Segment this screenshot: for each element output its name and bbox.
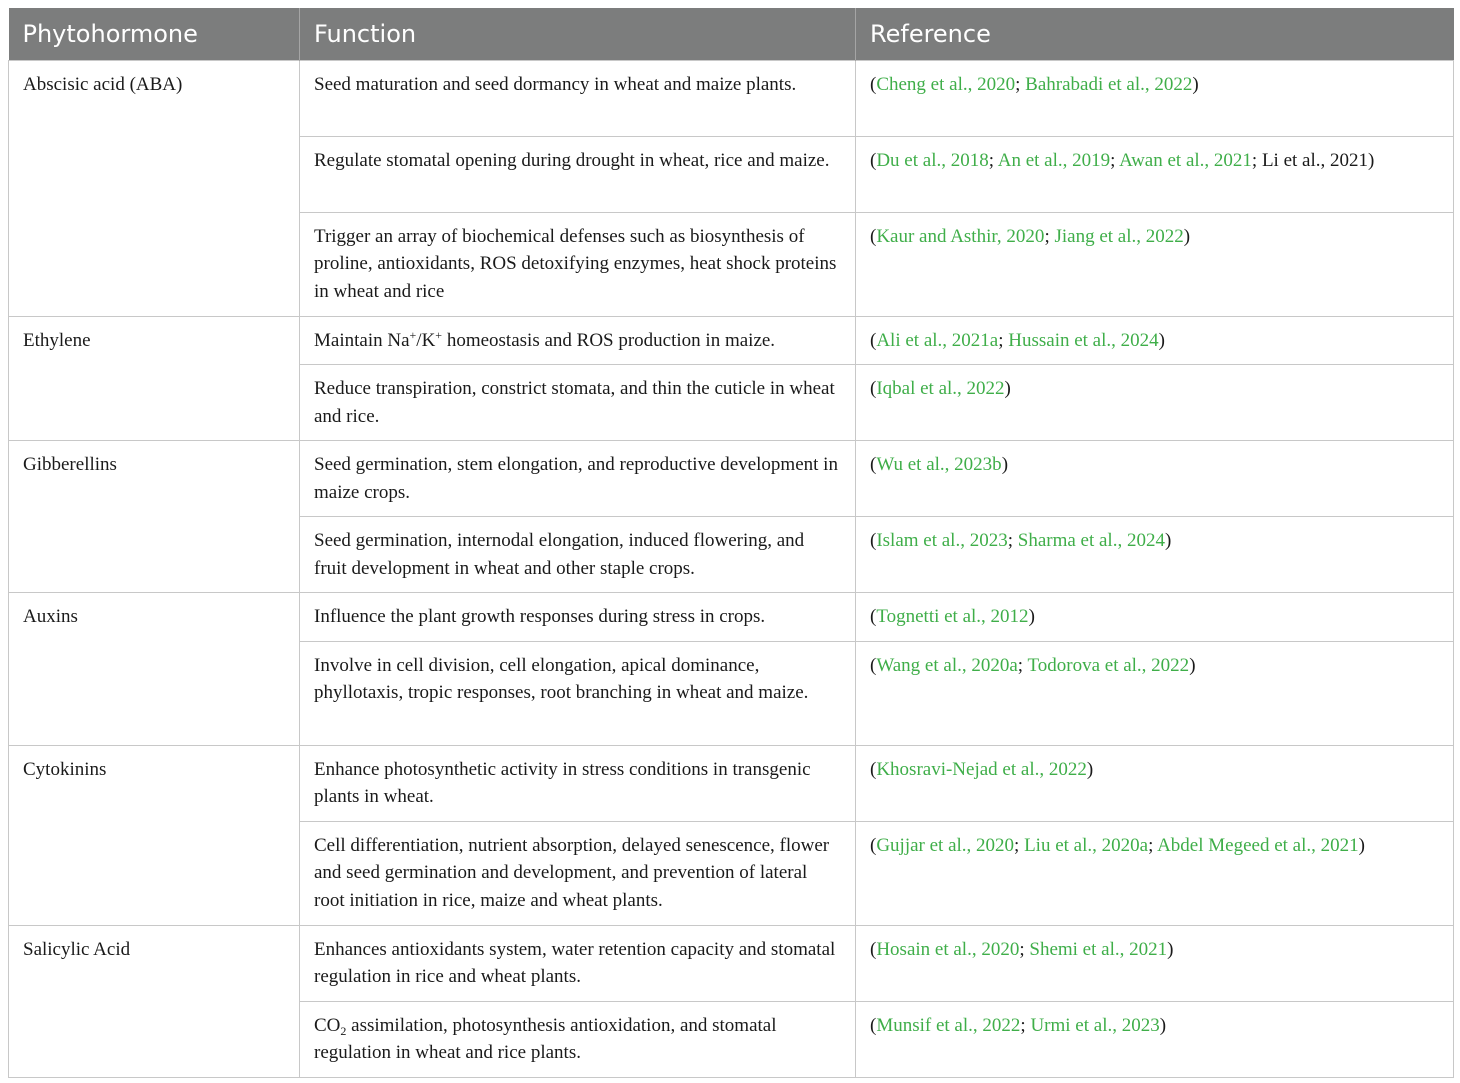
phytohormone-cell: Auxins (9, 593, 300, 746)
reference-link[interactable]: Kaur and Asthir, 2020 (876, 225, 1045, 247)
reference-cell: (Wu et al., 2023b) (856, 441, 1454, 517)
phytohormone-cell: Gibberellins (9, 441, 300, 593)
reference-link[interactable]: Liu et al., 2020a (1024, 834, 1149, 856)
reference-link[interactable]: Hosain et al., 2020 (876, 938, 1020, 960)
reference-cell: (Khosravi-Nejad et al., 2022) (856, 745, 1454, 821)
reference-link[interactable]: Shemi et al., 2021 (1029, 938, 1168, 960)
function-cell (300, 316, 856, 365)
function-text: Seed maturation and seed dormancy in wheat and maize plants. (314, 73, 797, 95)
reference-link[interactable]: Urmi et al., 2023 (1030, 1014, 1160, 1036)
reference-link[interactable]: Gujjar et al., 2020 (876, 834, 1015, 856)
reference-link[interactable]: Tognetti et al., 2012 (876, 606, 1029, 627)
reference-cell: (Kaur and Asthir, 2020; Jiang et al., 2022) (856, 212, 1454, 316)
header-reference: Reference (856, 8, 1454, 60)
superscript: + (409, 327, 417, 342)
table-body (9, 60, 1454, 1077)
reference-link[interactable]: Awan et al., 2021 (1119, 149, 1252, 171)
function-cell (300, 136, 856, 212)
table-row (9, 441, 1454, 517)
function-cell (300, 365, 856, 441)
reference-link[interactable]: Islam et al., 2023 (876, 530, 1008, 551)
header-row (9, 8, 1454, 60)
reference-link[interactable]: Iqbal et al., 2022 (876, 378, 1005, 399)
function-text: Seed germination, stem elongation, and reproductive development in maize crops. (314, 454, 838, 503)
function-cell (300, 1001, 856, 1077)
subscript: 2 (340, 1023, 347, 1038)
reference-cell: (Du et al., 2018; An et al., 2019; Awan et al., 2021; Li et al., 2021) (856, 136, 1454, 212)
function-cell (300, 593, 856, 642)
reference-link[interactable]: Khosravi-Nejad et al., 2022 (876, 758, 1087, 780)
reference-link[interactable]: An et al., 2019 (997, 149, 1111, 171)
table-row (9, 316, 1454, 365)
reference-link[interactable]: Hussain et al., 2024 (1008, 329, 1159, 351)
function-cell (300, 212, 856, 316)
function-text-part: /K (416, 329, 436, 351)
function-text: Cell differentiation, nutrient absorption, delayed senescence, flower and seed germination and development, and prevention of lateral root initiation in rice, maize and wheat plants. (314, 834, 830, 911)
function-text: Enhances antioxidants system, water retention capacity and stomatal regulation in rice and wheat plants. (314, 938, 836, 987)
reference-link[interactable]: Wang et al., 2020a (876, 654, 1018, 676)
reference-text: Li et al., 2021 (1261, 149, 1369, 171)
reference-cell: (Cheng et al., 2020; Bahrabadi et al., 2022) (856, 60, 1454, 136)
function-cell (300, 745, 856, 821)
reference-link[interactable]: Abdel Megeed et al., 2021 (1157, 834, 1359, 856)
reference-cell: (Tognetti et al., 2012) (856, 593, 1454, 642)
function-text: Trigger an array of biochemical defenses such as biosynthesis of proline, antioxidants, ROS detoxifying enzymes, heat shock proteins in wheat and rice (314, 225, 837, 302)
reference-cell: (Munsif et al., 2022; Urmi et al., 2023) (856, 1001, 1454, 1077)
reference-cell: (Ali et al., 2021a; Hussain et al., 2024) (856, 316, 1454, 365)
header-function: Function (300, 8, 856, 60)
superscript: + (435, 327, 443, 342)
function-text: Reduce transpiration, constrict stomata, and thin the cuticle in wheat and rice. (314, 378, 835, 427)
function-text (314, 327, 839, 355)
function-cell (300, 821, 856, 925)
reference-link[interactable]: Munsif et al., 2022 (876, 1014, 1021, 1036)
reference-cell: (Islam et al., 2023; Sharma et al., 2024) (856, 517, 1454, 593)
phytohormone-cell: Ethylene (9, 316, 300, 441)
reference-link[interactable]: Wu et al., 2023b (876, 454, 1002, 475)
reference-cell: (Wang et al., 2020a; Todorova et al., 2022) (856, 641, 1454, 745)
function-text: Influence the plant growth responses during stress in crops. (314, 606, 766, 627)
table-row (9, 745, 1454, 821)
function-cell (300, 60, 856, 136)
function-text-part: Maintain Na (314, 329, 410, 351)
phytohormone-cell: Cytokinins (9, 745, 300, 925)
table-row (9, 593, 1454, 642)
reference-link[interactable]: Ali et al., 2021a (876, 329, 999, 351)
reference-link[interactable]: Jiang et al., 2022 (1054, 225, 1184, 247)
function-text: Regulate stomatal opening during drought in wheat, rice and maize. (314, 149, 830, 171)
function-text: Seed germination, internodal elongation, induced flowering, and fruit development in wheat and other staple crops. (314, 530, 805, 579)
reference-cell: (Iqbal et al., 2022) (856, 365, 1454, 441)
reference-cell: (Gujjar et al., 2020; Liu et al., 2020a; Abdel Megeed et al., 2021) (856, 821, 1454, 925)
phytohormone-table (8, 8, 1454, 1078)
reference-cell: (Hosain et al., 2020; Shemi et al., 2021) (856, 925, 1454, 1001)
reference-link[interactable]: Du et al., 2018 (876, 149, 989, 171)
function-text: Involve in cell division, cell elongation, apical dominance, phyllotaxis, tropic responses, root branching in wheat and maize. (314, 654, 809, 703)
function-cell (300, 441, 856, 517)
reference-link[interactable]: Cheng et al., 2020 (876, 73, 1016, 95)
function-text: Enhance photosynthetic activity in stress conditions in transgenic plants in wheat. (314, 758, 811, 807)
table-row (9, 925, 1454, 1001)
header-phytohormone: Phytohormone (9, 8, 300, 60)
function-text (314, 1012, 839, 1067)
function-text-part: CO (314, 1014, 341, 1036)
reference-link[interactable]: Bahrabadi et al., 2022 (1025, 73, 1193, 95)
function-cell (300, 925, 856, 1001)
function-text-part: assimilation, photosynthesis antioxidation, and stomatal regulation in wheat and rice plants. (314, 1014, 777, 1063)
function-cell (300, 641, 856, 745)
reference-link[interactable]: Todorova et al., 2022 (1027, 654, 1190, 676)
phytohormone-cell: Salicylic Acid (9, 925, 300, 1077)
function-cell (300, 517, 856, 593)
table-row (9, 60, 1454, 136)
reference-link[interactable]: Sharma et al., 2024 (1017, 530, 1165, 551)
function-text-part: homeostasis and ROS production in maize. (442, 329, 776, 351)
phytohormone-cell: Abscisic acid (ABA) (9, 60, 300, 316)
